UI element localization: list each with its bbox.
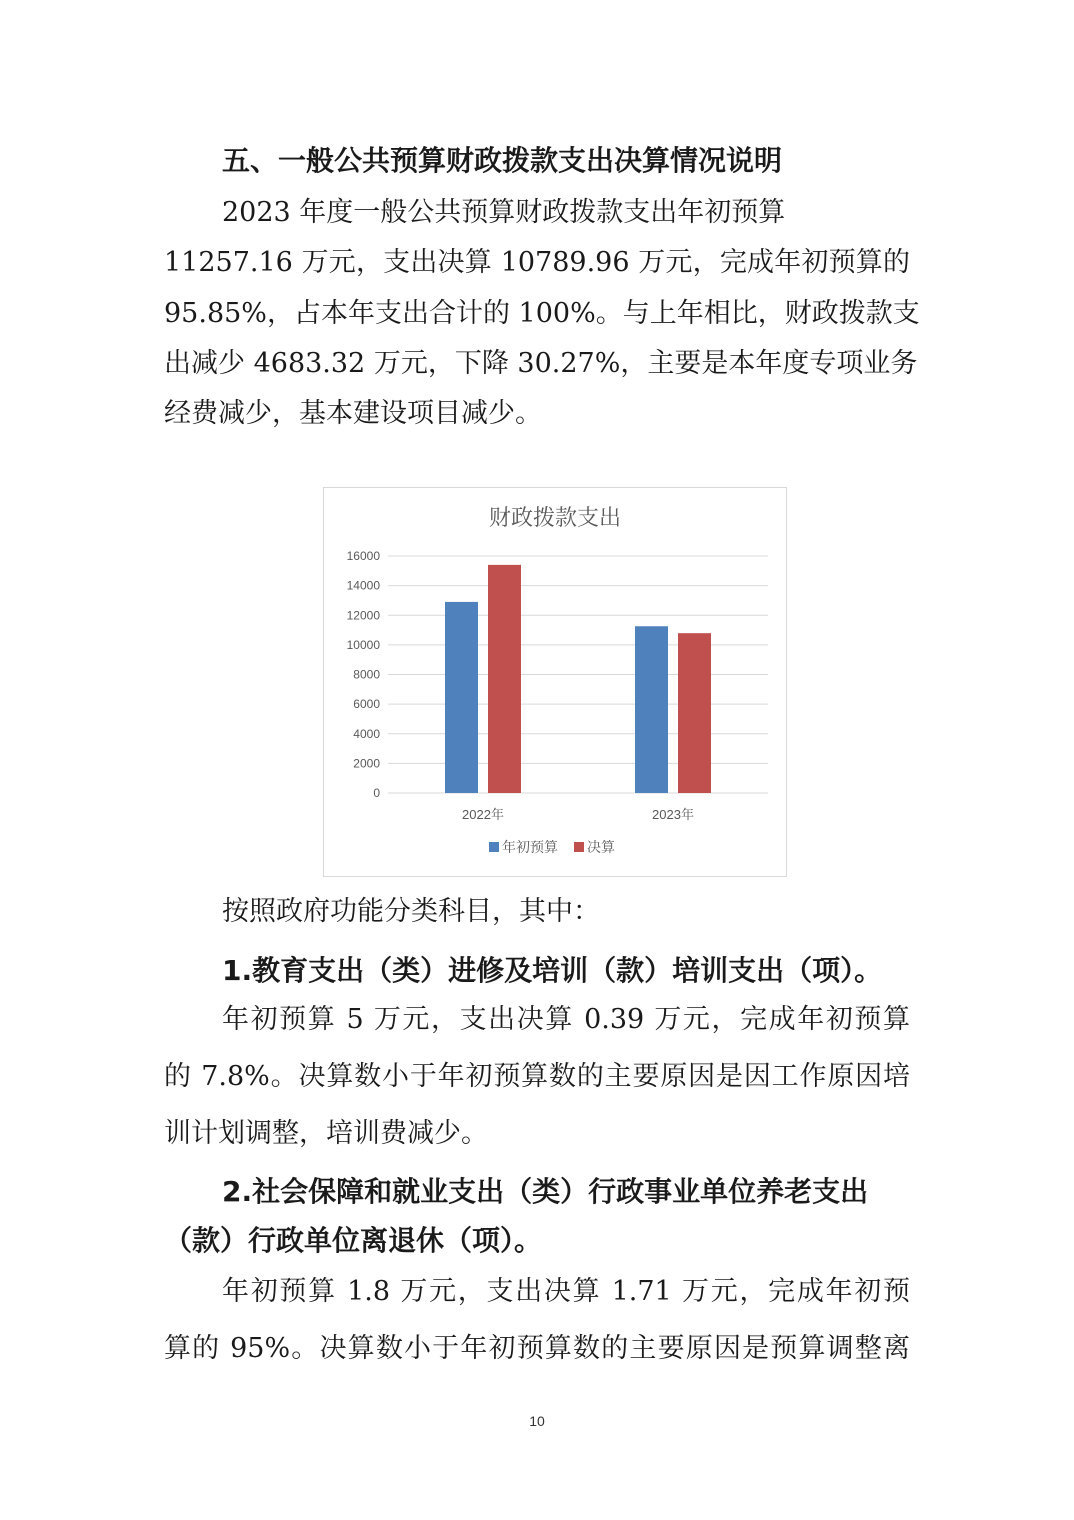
classification-intro: 按照政府功能分类科目，其中： xyxy=(222,896,600,927)
item2-line-1: 年初预算 1.8 万元，支出决算 1.71 万元，完成年初预 xyxy=(222,1276,910,1307)
section-heading: 五、一般公共预算财政拨款支出决算情况说明 xyxy=(222,144,783,177)
item2-heading-line-1: 2.社会保障和就业支出（类）行政事业单位养老支出 xyxy=(222,1175,869,1208)
intro-line-4: 出减少 4683.32 万元，下降 30.27%，主要是本年度专项业务 xyxy=(164,348,918,379)
chart-title: 财政拨款支出 xyxy=(488,505,622,530)
y-tick-label: 10000 xyxy=(346,637,380,652)
page-number: 10 xyxy=(529,1413,545,1429)
legend-swatch-2 xyxy=(574,842,584,852)
item1-line-2: 的 7.8%。决算数小于年初预算数的主要原因是因工作原因培 xyxy=(164,1061,910,1092)
y-tick-label: 4000 xyxy=(353,726,380,741)
y-tick-label: 6000 xyxy=(353,697,380,712)
chart-canvas xyxy=(324,488,786,876)
bar-budget-2 xyxy=(635,626,668,793)
y-tick-label: 12000 xyxy=(346,608,380,623)
legend-label-1: 年初预算 xyxy=(502,839,558,855)
item1-line-3: 训计划调整，培训费减少。 xyxy=(164,1118,488,1149)
y-tick-label: 0 xyxy=(373,786,380,800)
intro-line-3: 95.85%，占本年支出合计的 100%。与上年相比，财政拨款支 xyxy=(164,298,920,329)
legend-swatch-1 xyxy=(489,842,499,852)
expenditure-chart xyxy=(323,487,787,877)
item2-heading-line-2: （款）行政单位离退休（项）。 xyxy=(164,1224,543,1257)
intro-line-2: 11257.16 万元，支出决算 10789.96 万元，完成年初预算的 xyxy=(164,247,910,278)
bar-budget-1 xyxy=(445,602,478,793)
y-tick-label: 8000 xyxy=(353,667,380,682)
item1-line-1: 年初预算 5 万元，支出决算 0.39 万元，完成年初预算 xyxy=(222,1004,910,1035)
item2-line-2: 算的 95%。决算数小于年初预算数的主要原因是预算调整离 xyxy=(164,1333,910,1364)
legend-label-2: 决算 xyxy=(587,839,615,855)
intro-line-1: 2023 年度一般公共预算财政拨款支出年初预算 xyxy=(222,197,786,228)
y-tick-label: 2000 xyxy=(353,756,380,771)
x-tick-label: 2023年 xyxy=(652,807,694,822)
item1-heading: 1.教育支出（类）进修及培训（款）培训支出（项）。 xyxy=(222,954,883,987)
x-tick-label: 2022年 xyxy=(462,807,504,822)
intro-line-5: 经费减少，基本建设项目减少。 xyxy=(164,398,542,429)
bar-final-2 xyxy=(678,633,711,793)
y-tick-label: 16000 xyxy=(346,549,380,563)
bar-final-1 xyxy=(488,565,521,793)
y-tick-label: 14000 xyxy=(346,578,380,593)
